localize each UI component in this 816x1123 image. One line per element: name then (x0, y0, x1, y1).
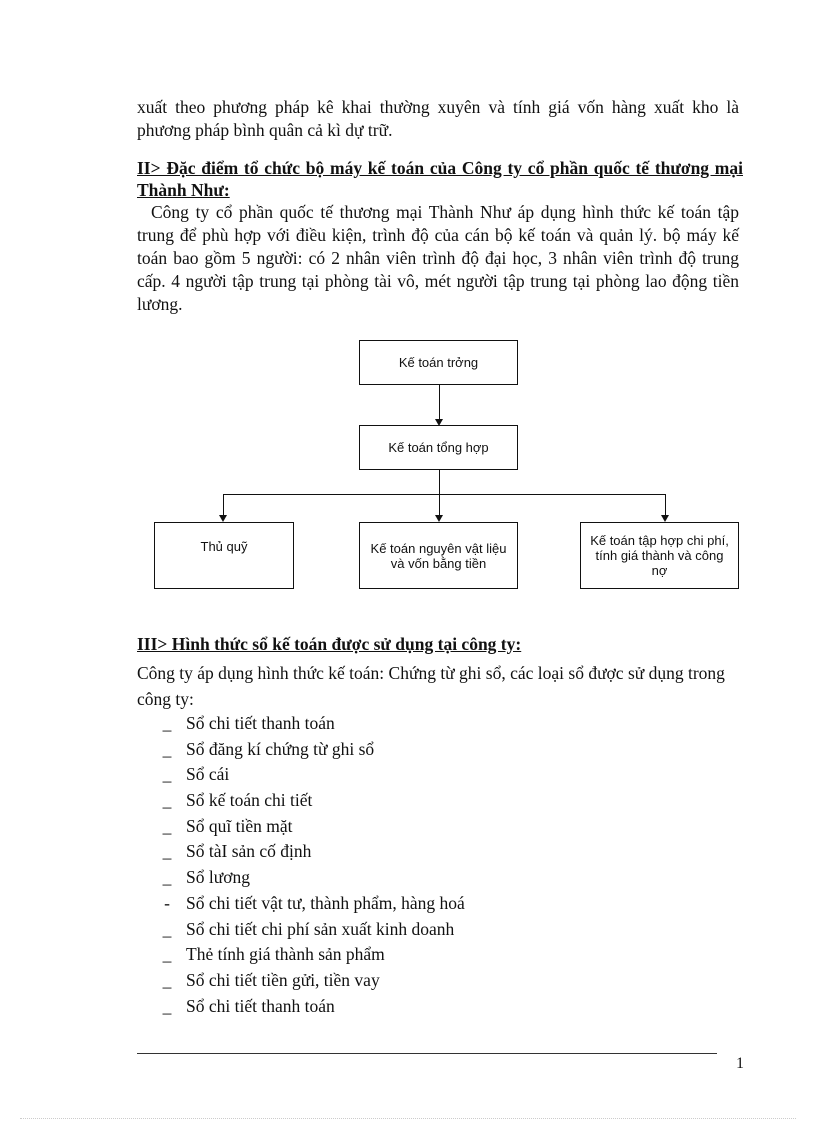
list-item (160, 994, 465, 1020)
list-item (160, 942, 465, 968)
section-2-heading-text: II> Đặc điểm tổ chức bộ máy kế toán của Công ty cổ phần quốc tế thương mại Thành Như: (137, 158, 743, 200)
section-3-paragraph: Công ty áp dụng hình thức kế toán: Chứng từ ghi sổ, các loại sổ được sử dụng trong công ty: (137, 663, 725, 709)
chart-box-cost-accountant: Kế toán tập hợp chi phí, tính giá thành và công nợ (580, 522, 739, 589)
connector-line (665, 494, 666, 516)
arrow-down-icon (435, 515, 443, 522)
chart-box-materials-accountant: Kế toán nguyên vật liệu và vốn bằng tiền (359, 522, 518, 589)
section-2-heading (137, 157, 743, 201)
chart-box-chief-accountant: Kế toán trởng (359, 340, 518, 385)
list-item-text: Sổ chi tiết thanh toán (186, 995, 335, 1016)
page-bottom-border (20, 1118, 796, 1119)
ledger-list (160, 711, 465, 1019)
list-item (160, 737, 465, 763)
connector-line (439, 470, 440, 516)
chart-box-treasurer: Thủ quỹ (154, 522, 294, 589)
connector-line (223, 494, 665, 495)
list-item-text: Sổ chi tiết tiền gửi, tiền vay (186, 969, 380, 990)
section-2-paragraph: Công ty cổ phần quốc tế thương mại Thành Như áp dụng hình thức kế toán tập trung để phù hợp với điều kiện, trình độ của cán bộ kế toán và quản lý. bộ máy kế toán bao gồm 5 người: có 2 nhân viên trình độ đại học, 3 nhân viên trình độ trung cấp. 4 người tập trung tại phòng tài vô, mét người tập trung tại phòng lao động tiền lương. (137, 202, 739, 314)
list-item (160, 762, 465, 788)
bullet-marker: _ (162, 815, 172, 836)
list-item (160, 865, 465, 891)
list-item (160, 839, 465, 865)
chart-box-general-accountant: Kế toán tổng hợp (359, 425, 518, 470)
bullet-marker: _ (162, 790, 172, 811)
page-number: 1 (736, 1055, 744, 1072)
list-item-text: Sổ lương (186, 867, 250, 888)
intro-paragraph: xuất theo phương pháp kê khai thường xuyên và tính giá vốn hàng xuất kho là phương pháp bình quân cả kì dự trữ. (137, 97, 739, 140)
list-item-text: Sổ chi tiết vật tư, thành phẩm, hàng hoá (186, 892, 465, 913)
connector-line (223, 494, 224, 516)
list-item-text: Sổ chi tiết thanh toán (186, 713, 335, 733)
list-item-text: Sổ tàI sản cố định (186, 841, 312, 862)
bullet-marker: _ (162, 713, 172, 733)
list-item-text: Sổ chi tiết chi phí sản xuất kinh doanh (186, 918, 455, 939)
list-item (160, 711, 465, 737)
bullet-marker: _ (162, 969, 172, 990)
bullet-marker: - (164, 892, 170, 913)
bullet-marker: _ (162, 764, 172, 785)
section-3-heading: III> Hình thức sổ kế toán được sử dụng tại công ty: (137, 634, 522, 654)
list-item (160, 917, 465, 943)
list-item-text: Sổ quĩ tiền mặt (186, 815, 293, 836)
list-item (160, 814, 465, 840)
list-item-text: Thẻ tính giá thành sản phẩm (186, 944, 385, 965)
list-item (160, 788, 465, 814)
bullet-marker: _ (162, 918, 172, 939)
footer-divider (137, 1053, 717, 1054)
list-item-text: Sổ kế toán chi tiết (186, 790, 313, 811)
bullet-marker: _ (162, 738, 172, 759)
bullet-marker: _ (162, 944, 172, 965)
list-item-text: Sổ cái (186, 764, 230, 785)
list-item-text: Sổ đăng kí chứng từ ghi sổ (186, 738, 375, 759)
list-item (160, 968, 465, 994)
arrow-down-icon (219, 515, 227, 522)
bullet-marker: _ (162, 867, 172, 888)
bullet-marker: _ (162, 995, 172, 1016)
list-item (160, 891, 465, 917)
connector-line (439, 385, 440, 419)
bullet-marker: _ (162, 841, 172, 862)
arrow-down-icon (661, 515, 669, 522)
